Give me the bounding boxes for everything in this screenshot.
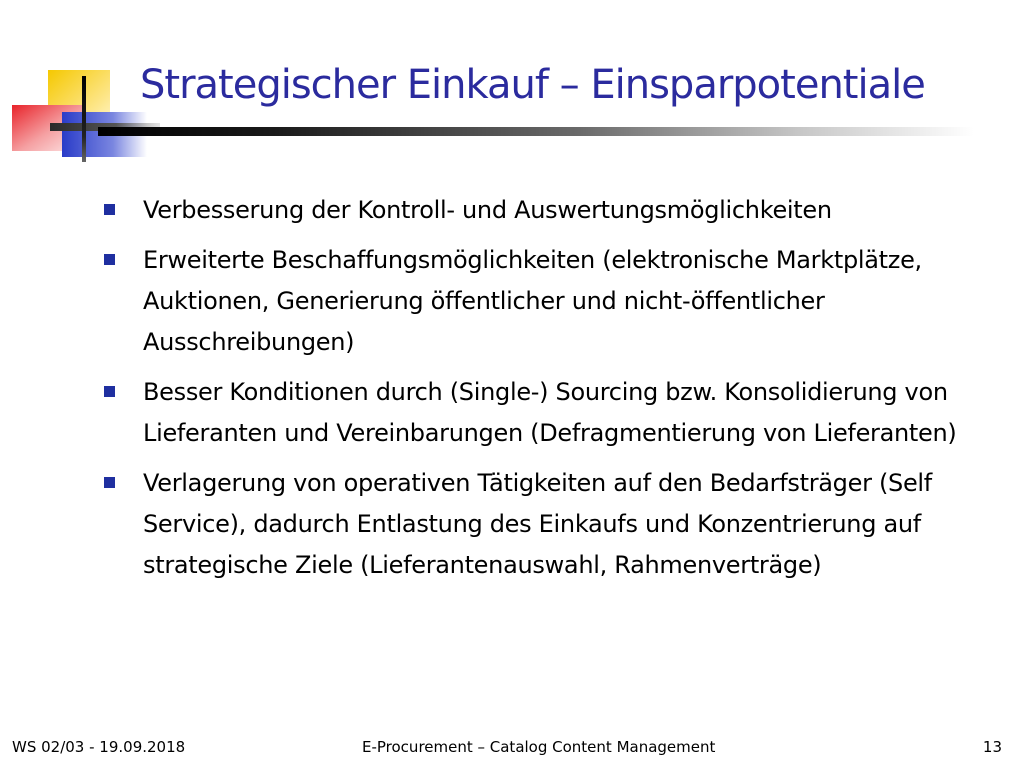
square-bullet-icon: [104, 386, 115, 397]
bullet-text: Besser Konditionen durch (Single-) Sourcing bzw. Konsolidierung von Lieferanten und Vereinbarungen (Defragmentierung von Lieferanten): [143, 378, 957, 447]
bullet-text: Erweiterte Beschaffungsmöglichkeiten (elektronische Marktplätze, Auktionen, Generierung öffentlicher und nicht-öffentlicher Ausschreibungen): [143, 246, 922, 356]
square-bullet-icon: [104, 204, 115, 215]
footer-date: WS 02/03 - 19.09.2018: [12, 738, 186, 756]
slide-title: Strategischer Einkauf – Einsparpotentiale: [140, 62, 925, 108]
footer-course-title: E-Procurement – Catalog Content Management: [362, 738, 716, 756]
bullet-text: Verbesserung der Kontroll- und Auswertungsmöglichkeiten: [143, 196, 832, 224]
title-underline: [98, 127, 974, 136]
footer-page-number: 13: [982, 738, 1002, 756]
square-bullet-icon: [104, 477, 115, 488]
bullet-item: [100, 240, 1000, 363]
template-logo-graphic: [0, 0, 160, 170]
bullet-list: [100, 190, 1000, 595]
bullet-item: [100, 463, 1000, 586]
bullet-item: [100, 190, 1000, 231]
bullet-item: [100, 372, 1000, 454]
bullet-text: Verlagerung von operativen Tätigkeiten auf den Bedarfsträger (Self Service), dadurch Entlastung des Einkaufs und Konzentrierung auf strategische Ziele (Lieferantenauswahl, Rahmenverträge): [143, 469, 932, 579]
square-bullet-icon: [104, 254, 115, 265]
